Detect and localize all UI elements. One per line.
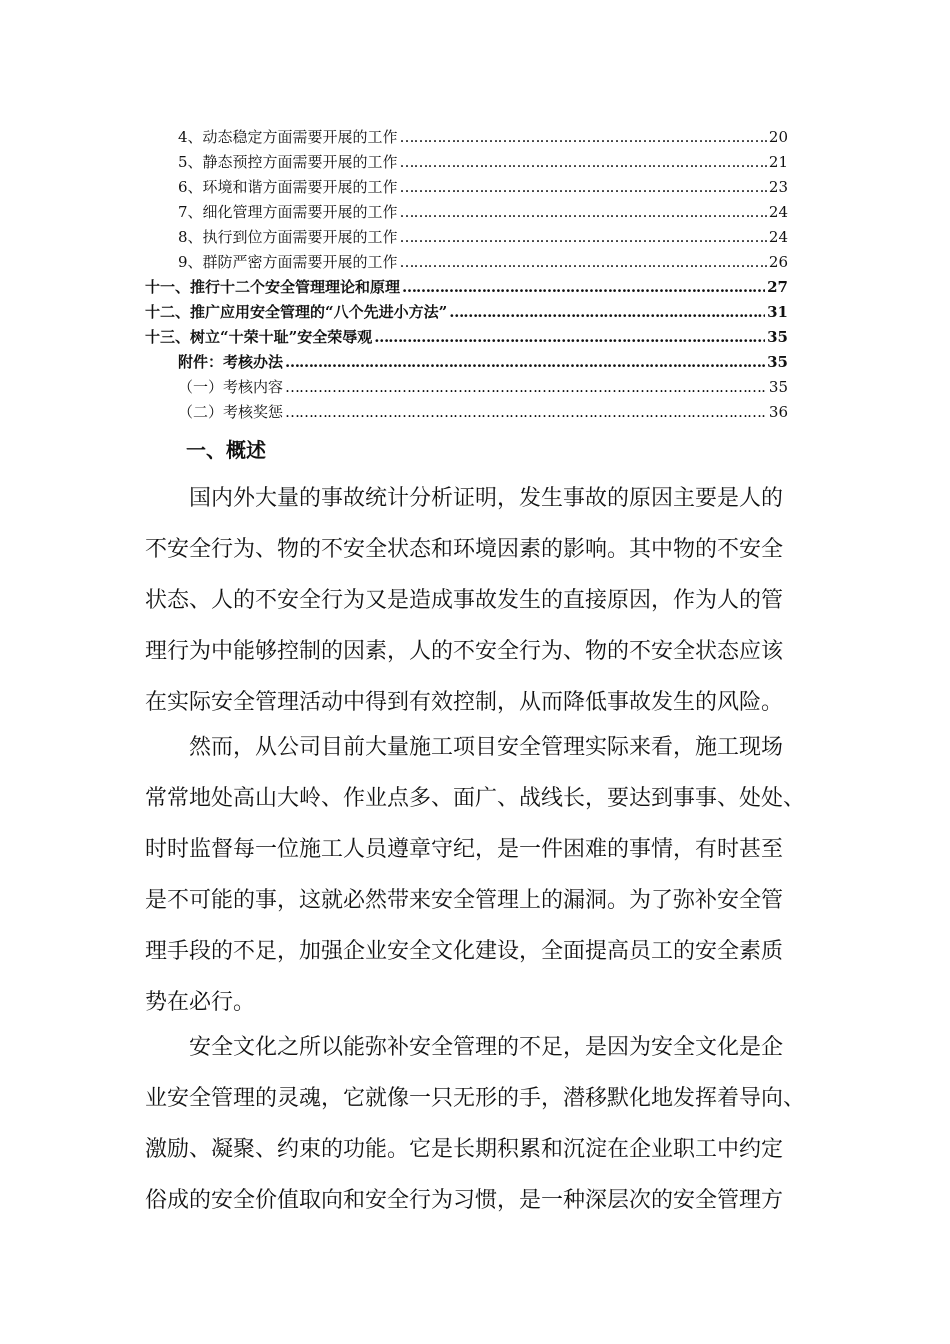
paragraph-line: 业安全管理的灵魂，它就像一只无形的手，潜移默化地发挥着导向、 bbox=[145, 1086, 806, 1111]
toc-leader-dots bbox=[400, 201, 767, 223]
toc-entry-title: （二）考核奖惩 bbox=[178, 403, 284, 421]
paragraph-line: 在实际安全管理活动中得到有效控制，从而降低事故发生的风险。 bbox=[145, 690, 784, 715]
body-paragraph bbox=[145, 1022, 813, 1226]
toc-entry-title: （一）考核内容 bbox=[178, 378, 284, 396]
toc-entry[interactable] bbox=[178, 376, 788, 398]
toc-entry-page: 27 bbox=[767, 278, 788, 296]
toc-entry[interactable] bbox=[178, 401, 788, 423]
toc-entry[interactable] bbox=[178, 201, 788, 223]
paragraph-line: 理手段的不足，加强企业安全文化建设，全面提高员工的安全素质 bbox=[145, 939, 784, 964]
toc-entry-page: 21 bbox=[768, 153, 788, 171]
toc-leader-dots bbox=[374, 326, 765, 348]
toc-entry[interactable] bbox=[145, 301, 788, 323]
toc-entry-page: 35 bbox=[768, 378, 788, 396]
paragraph-line: 国内外大量的事故统计分析证明，发生事故的原因主要是人的 bbox=[145, 486, 784, 511]
paragraph-line: 时时监督每一位施工人员遵章守纪，是一件困难的事情，有时甚至 bbox=[145, 837, 784, 862]
toc-entry[interactable] bbox=[178, 151, 788, 173]
paragraph-line: 不安全行为、物的不安全状态和环境因素的影响。其中物的不安全 bbox=[145, 537, 784, 562]
toc-entry-page: 35 bbox=[767, 353, 788, 371]
toc-leader-dots bbox=[285, 401, 767, 423]
toc-entry-title: 十二、推广应用安全管理的“八个先进小方法” bbox=[145, 303, 448, 321]
toc-entry-title: 十三、树立“十荣十耻”安全荣辱观 bbox=[145, 328, 373, 346]
toc-leader-dots bbox=[400, 251, 767, 273]
toc-entry[interactable] bbox=[178, 351, 788, 373]
paragraph-line: 俗成的安全价值取向和安全行为习惯，是一种深层次的安全管理方 bbox=[145, 1188, 784, 1213]
paragraph-line: 然而，从公司目前大量施工项目安全管理实际来看，施工现场 bbox=[145, 735, 784, 760]
toc-entry-title: 9、群防严密方面需要开展的工作 bbox=[178, 253, 398, 271]
toc-leader-dots bbox=[285, 351, 765, 373]
paragraph-line: 激励、凝聚、约束的功能。它是长期积累和沉淀在企业职工中约定 bbox=[145, 1137, 784, 1162]
toc-leader-dots bbox=[400, 126, 767, 148]
toc-leader-dots bbox=[400, 151, 767, 173]
toc-entry-page: 24 bbox=[768, 228, 788, 246]
paragraph-line: 势在必行。 bbox=[145, 990, 256, 1015]
toc-entry-page: 36 bbox=[768, 403, 788, 421]
toc-entry-page: 26 bbox=[768, 253, 788, 271]
paragraph-line: 安全文化之所以能弥补安全管理的不足，是因为安全文化是企 bbox=[145, 1035, 784, 1060]
section-heading: 一、概述 bbox=[186, 438, 266, 462]
toc-entry-title: 8、执行到位方面需要开展的工作 bbox=[178, 228, 398, 246]
paragraph-line: 是不可能的事，这就必然带来安全管理上的漏洞。为了弥补安全管 bbox=[145, 888, 784, 913]
paragraph-line: 常常地处高山大岭、作业点多、面广、战线长，要达到事事、处处、 bbox=[145, 786, 806, 811]
toc-entry-title: 附件：考核办法 bbox=[178, 353, 284, 371]
toc-leader-dots bbox=[400, 226, 767, 248]
toc-entry-page: 24 bbox=[768, 203, 788, 221]
toc-leader-dots bbox=[285, 376, 767, 398]
toc-entry-page: 20 bbox=[768, 128, 788, 146]
toc-entry[interactable] bbox=[178, 126, 788, 148]
toc-entry-title: 十一、推行十二个安全管理理论和原理 bbox=[145, 278, 401, 296]
toc-entry-title: 4、动态稳定方面需要开展的工作 bbox=[178, 128, 398, 146]
toc-entry-page: 35 bbox=[767, 328, 788, 346]
toc-entry-title: 6、环境和谐方面需要开展的工作 bbox=[178, 178, 398, 196]
paragraph-line: 理行为中能够控制的因素，人的不安全行为、物的不安全状态应该 bbox=[145, 639, 784, 664]
toc-leader-dots bbox=[400, 176, 767, 198]
toc-entry-title: 7、细化管理方面需要开展的工作 bbox=[178, 203, 398, 221]
toc-entry-page: 23 bbox=[768, 178, 788, 196]
toc-entry-page: 31 bbox=[767, 303, 788, 321]
toc-entry[interactable] bbox=[145, 276, 788, 298]
toc-entry-title: 5、静态预控方面需要开展的工作 bbox=[178, 153, 398, 171]
body-paragraph bbox=[145, 473, 813, 728]
toc-leader-dots bbox=[402, 276, 765, 298]
paragraph-line: 状态、人的不安全行为又是造成事故发生的直接原因，作为人的管 bbox=[145, 588, 784, 613]
toc-entry[interactable] bbox=[178, 226, 788, 248]
body-paragraph bbox=[145, 722, 813, 1028]
toc-entry[interactable] bbox=[178, 176, 788, 198]
toc-leader-dots bbox=[449, 301, 765, 323]
toc-entry[interactable] bbox=[178, 251, 788, 273]
toc-entry[interactable] bbox=[145, 326, 788, 348]
